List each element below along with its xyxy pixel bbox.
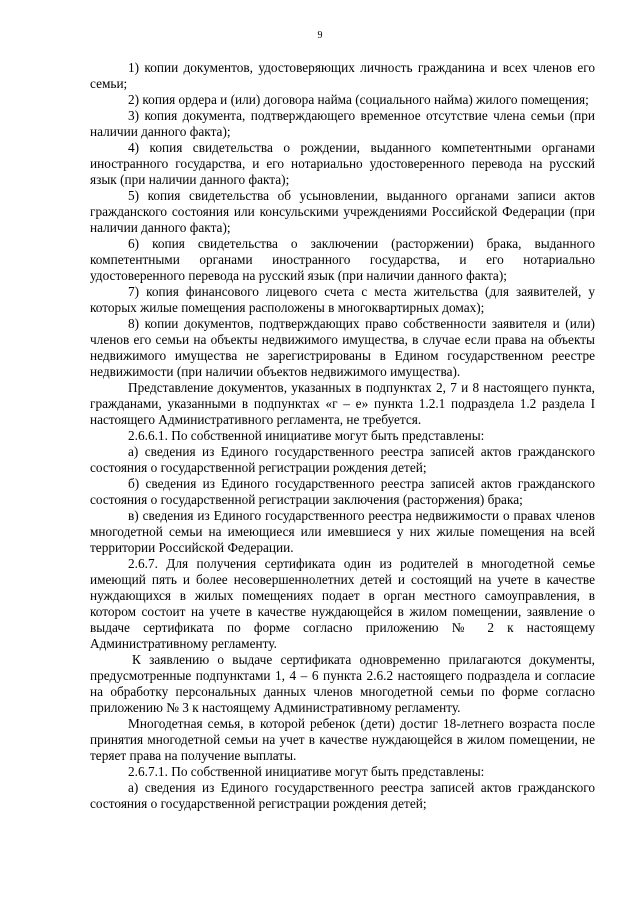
paragraph-large-family: Многодетная семья, в которой ребенок (дети) достиг 18-летнего возраста после принятия многодетной семьи на учет в качестве нуждающейся в жилом помещении, не теряет права на получение выплаты.	[90, 716, 595, 763]
paragraph-item-6: 6) копия свидетельства о заключении (расторжении) брака, выданного компетентными органами иностранного государства, и его нотариально удостоверенного перевода на русский язык (при наличии данного факта);	[90, 236, 595, 283]
paragraph-2-6-7: 2.6.7. Для получения сертификата один из родителей в многодетной семье имеющий пять и более несовершеннолетних детей и состоящий на учете в качестве нуждающихся в жилых помещениях подает в орган местного самоуправления, в котором состоит на учете в качестве нуждающейся в жилом помещении, заявление о выдаче сертификата по форме согласно приложению № 2 к настоящему Административному регламенту.	[90, 556, 595, 651]
paragraph-item-v: в) сведения из Единого государственного реестра недвижимости о правах членов многодетной семьи на имеющиеся или имевшиеся у них жилые помещения на всей территории Российской Федерации.	[90, 508, 595, 555]
paragraph-item-4: 4) копия свидетельства о рождении, выданного компетентными органами иностранного государства, и его нотариально удостоверенного перевода на русский язык (при наличии данного факта);	[90, 140, 595, 187]
paragraph-item-5: 5) копия свидетельства об усыновлении, выданного органами записи актов гражданского состояния или консульскими учреждениями Российской Федерации (при наличии данного факта);	[90, 188, 595, 235]
paragraph-item-a: а) сведения из Единого государственного реестра записей актов гражданского состояния о государственной регистрации рождения детей;	[90, 444, 595, 475]
paragraph-item-a-repeat: а) сведения из Единого государственного реестра записей актов гражданского состояния о государственной регистрации рождения детей;	[90, 780, 595, 811]
document-body	[90, 60, 595, 812]
paragraph-item-1: 1) копии документов, удостоверяющих личность гражданина и всех членов его семьи;	[90, 60, 595, 91]
paragraph-2-6-7-1: 2.6.7.1. По собственной инициативе могут быть представлены:	[128, 764, 485, 779]
paragraph-document-exemption: Представление документов, указанных в подпунктах 2, 7 и 8 настоящего пункта, гражданами, указанными в подпунктах «г – е» пункта 1.2.1 подраздела 1.2 раздела I настоящего Административного регламента, не требуется.	[90, 380, 595, 427]
paragraph-item-3: 3) копия документа, подтверждающего временное отсутствие члена семьи (при наличии данного факта);	[90, 108, 595, 139]
paragraph-item-b: б) сведения из Единого государственного реестра записей актов гражданского состояния о государственной регистрации заключения (расторжения) брака;	[90, 476, 595, 507]
page-number: 9	[317, 30, 323, 41]
paragraph-item-2: 2) копия ордера и (или) договора найма (социального найма) жилого помещения;	[128, 92, 589, 107]
paragraph-item-7: 7) копия финансового лицевого счета с места жительства (для заявителей, у которых жилые помещения расположены в многоквартирных домах);	[90, 284, 595, 315]
paragraph-attachments: К заявлению о выдаче сертификата одновременно прилагаются документы, предусмотренные подпунктами 1, 4 – 6 пункта 2.6.2 настоящего подраздела и согласие на обработку персональных данных членов многодетной семьи по форме согласно приложению № 3 к настоящему Административному регламенту.	[90, 652, 595, 715]
paragraph-2-6-6-1: 2.6.6.1. По собственной инициативе могут быть представлены:	[128, 428, 485, 443]
paragraph-item-8: 8) копии документов, подтверждающих право собственности заявителя и (или) членов его семьи на объекты недвижимого имущества, в случае если права на объекты недвижимого имущества не зарегистрированы в Едином государственном реестре недвижимости (при наличии объектов недвижимого имущества).	[90, 316, 595, 379]
